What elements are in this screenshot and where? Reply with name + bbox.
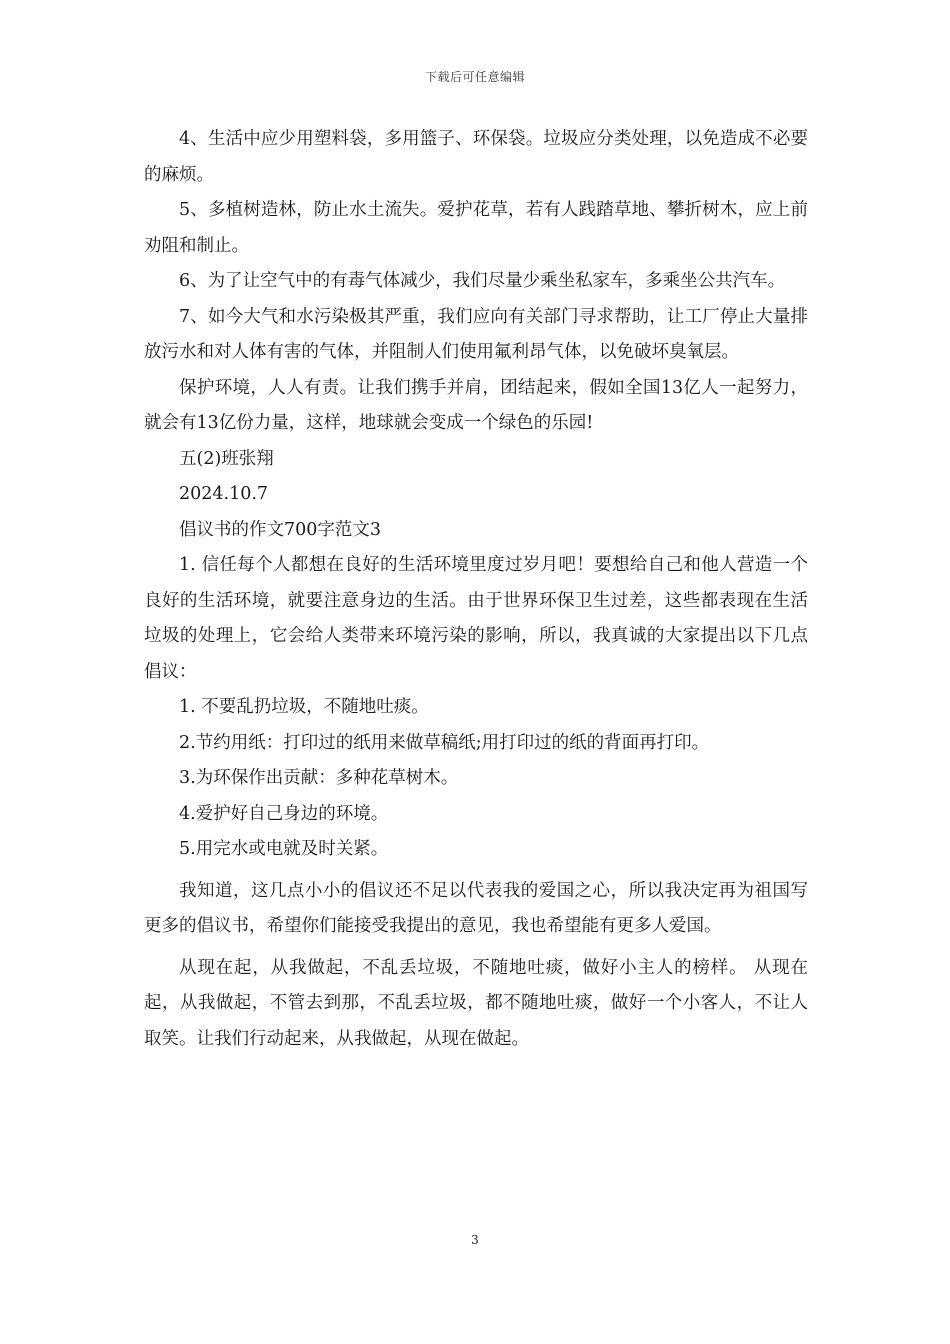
signature-date: 2024.10.7 bbox=[179, 484, 269, 504]
page-number: 3 bbox=[471, 1233, 479, 1247]
author-signature: 五(2)班张翔 bbox=[179, 448, 274, 469]
proposal-item-5: 5.用完水或电就及时关紧。 bbox=[179, 839, 389, 859]
paragraph-item-5: 5、多植树造林，防止水土流失。爱护花草，若有人践踏草地、攀折树木，应上前劝阻和制止。 bbox=[144, 200, 808, 256]
proposal-item-4: 4.爱护好自己身边的环境。 bbox=[179, 803, 389, 824]
closing-paragraph: 保护环境，人人有责。让我们携手并肩，团结起来，假如全国13亿人一起努力，就会有13亿份力量，这样，地球就会变成一个绿色的乐园! bbox=[144, 377, 808, 433]
paragraph-item-6: 6、为了让空气中的有毒气体减少，我们尽量少乘坐私家车，多乘坐公共汽车。 bbox=[179, 271, 786, 291]
proposal-item-1: 1. 不要乱扔垃圾，不随地吐痰。 bbox=[179, 697, 429, 717]
proposal-item-3: 3.为环保作出贡献：多种花草树木。 bbox=[179, 768, 459, 788]
section-title: 倡议书的作文700字范文3 bbox=[179, 519, 382, 540]
paragraph-item-4: 4、生活中应少用塑料袋，多用篮子、环保袋。垃圾应分类处理，以免造成不必要的麻烦。 bbox=[144, 129, 808, 185]
proposal-item-2: 2.节约用纸：打印过的纸用来做草稿纸;用打印过的纸的背面再打印。 bbox=[179, 732, 710, 753]
document-body bbox=[144, 122, 808, 1057]
call-to-action-paragraph: 从现在起，从我做起，不乱丢垃圾，不随地吐痰，做好小主人的榜样。 从现在起，从我做起，不管去到那，不乱丢垃圾，都不随地吐痰，做好一个小客人，不让人取笑。让我们行动起来，从我做起，从现在做起。 bbox=[144, 957, 808, 1049]
intro-paragraph: 1. 信任每个人都想在良好的生活环境里度过岁月吧！要想给自己和他人营造一个良好的生活环境，就要注意身边的生活。由于世界环保卫生过差，这些都表现在生活垃圾的处理上，它会给人类带来环境污染的影响，所以，我真诚的大家提出以下几点倡议： bbox=[144, 555, 808, 682]
patriotism-paragraph: 我知道，这几点小小的倡议还不足以代表我的爱国之心，所以我决定再为祖国写更多的倡议书，希望你们能接受我提出的意见，我也希望能有更多人爱国。 bbox=[144, 880, 808, 936]
page-header: 下载后可任意编辑 bbox=[424, 70, 525, 84]
paragraph-item-7: 7、如今大气和水污染极其严重，我们应向有关部门寻求帮助，让工厂停止大量排放污水和对人体有害的气体，并阻制人们使用氟利昂气体，以免破坏臭氧层。 bbox=[144, 306, 808, 362]
